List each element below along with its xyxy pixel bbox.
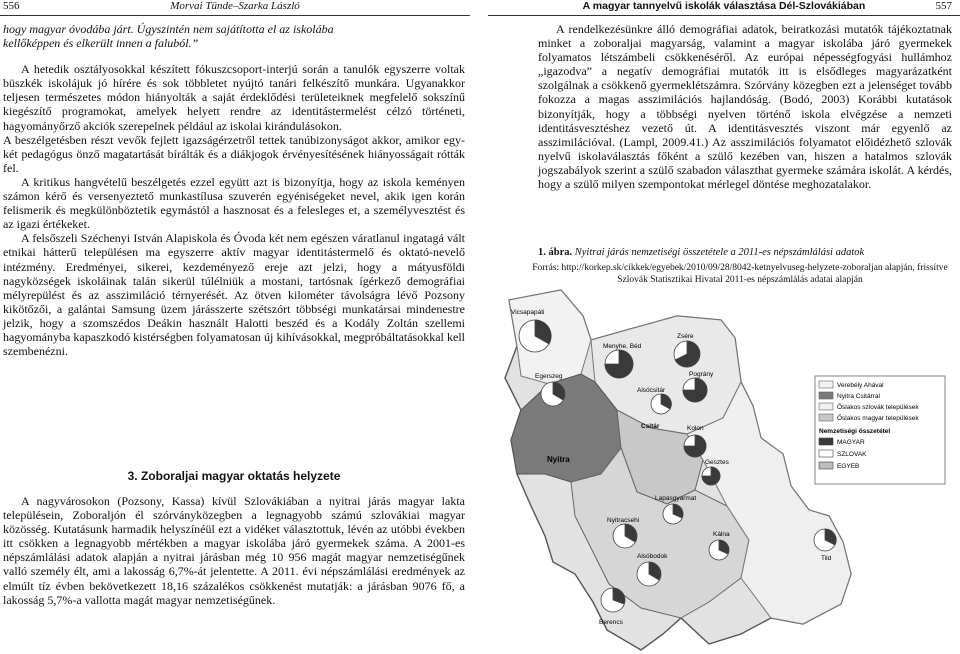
label-menyhe: Menyhe, Béd: [603, 343, 642, 350]
legend-item-verebely: Verebély Ahával: [837, 382, 884, 389]
figure-title: Nyitrai járás nemzetiségi összetétele a 2011-es népszámlálási adatok: [574, 247, 865, 258]
label-gesztes: Gesztes: [705, 459, 729, 466]
label-lapasgyarmat: Lapasgyarmat: [655, 495, 697, 502]
intro-line-1: hogy magyar óvodába járt. Úgyszintén nem sajátította el az iskolába: [3, 22, 334, 36]
legend-swatch-magyar-telepulesek: [819, 414, 833, 421]
left-head-rule: [0, 15, 470, 16]
figure-caption: [538, 246, 952, 259]
legend-swatch-nyitra: [819, 392, 833, 399]
legend-nat-szlovak: SZLOVAK: [837, 451, 867, 458]
paragraph-5: A nagyvárosokon (Pozsony, Kassa) kívül Szlovákiában a nyitrai járás magyar lakta településein, Zoboraljón él szórványközegben a legnagyobb számú szlovákiai magyar közösség. Kutatásunk harmadik helyszínéül ezt a vidéket választottuk, lévén az utóbbi években itt csökken a legnagyobb mértékben a magyar iskolába járó gyermekek száma. A 2001-es népszámlálási adatok alapján a nyitrai járásban még 10 956 magát magyar nemzetiségűnek valló személy élt, ami a lakosság 6,7%-át jelentette. A 2011. évi népszámlálási eredmények az elmúlt tíz évben bekövetkezett 18,16 százalékos csökkenést mutatják: a járásban 9076 fő, a lakosság 5,7%-a vallotta magát magyar nemzetiségűnek.: [3, 494, 465, 607]
right-page-number: 557: [935, 0, 952, 12]
paragraph-1: A hetedik osztályosokkal készített fókuszcsoport-interjú során a tanulók egyszerre voltak büszkék iskolájuk jó hírére és sok többletet nyújtó tanári felkészítő munkára. Ugyanakkor teljesen természetes módon hiányolták a saját érdeklődési területeiknek megfelelő sokszínű kiegészítő programokat, amelyek helyett rendre az identitástermelést célzó történeti, hagyományőrző akciók szerepelnek például az iskolai kirándulásokon.: [3, 62, 465, 133]
left-running-title: Morvai Tünde–Szarka László: [170, 0, 300, 12]
paragraph-2: A beszélgetésben részt vevők fejlett igazságérzetről tettek tanúbizonyságot akkor, amikor egy-két pedagógus önző magatartását bírálták és a diákjogok érvényesítésének hiányosságait rótták fel.: [3, 132, 465, 175]
label-kalna: Kálna: [713, 531, 730, 538]
section-heading: 3. Zoboraljai magyar oktatás helyzete: [127, 469, 341, 483]
legend-swatch-magyar: [819, 438, 833, 445]
legend-item-szlovak-telepulesek: Őslakos szlovák települések: [837, 404, 919, 411]
legend-swatch-szlovak: [819, 450, 833, 457]
label-nyitra: Nyitra: [547, 455, 570, 464]
legend-swatch-egyeb: [819, 462, 833, 469]
left-page-number: 556: [3, 0, 20, 12]
label-csitar: Csitár: [641, 423, 660, 430]
left-page: [0, 0, 470, 654]
right-running-head: [488, 0, 960, 13]
paragraph-3: A kritikus hangvételű beszélgetés ezzel együtt azt is bizonyítja, hogy az iskola keményen számon kérő és versenyeztető munkastílusa szuverén egyéniségeket nevel, akik igen korán felismerik és megkülönböztetik egymástól a hasznosat és a felesleges et, a személyvesztést és az igazi értékeket.: [3, 174, 465, 232]
figure-source: Forrás: http://korkep.sk/cikkek/egyebek/2010/09/28/8042-ketnyelvuseg-helyzete-zoboraljan alapján, frissítve Szlovák Statisztikai Hivatal 2011-es népszámlálás adatai alapján: [532, 263, 948, 285]
right-running-title: A magyar tannyelvű iskolák választása Dél-Szlovákiában: [582, 0, 866, 12]
label-egerszeg: Egerszeg: [535, 373, 563, 380]
right-page: [488, 0, 960, 654]
right-head-rule: [488, 15, 960, 16]
legend-nat-magyar: MAGYAR: [837, 439, 865, 446]
label-tild: Tild: [821, 555, 832, 562]
left-running-head: [0, 0, 470, 13]
label-kolon: Kolon: [687, 425, 704, 432]
right-paragraph-1: A rendelkezésünkre álló demográfiai adatok, beiratkozási mutatók tájékoztatnak minket a zoboraljai magyarság, valamint a magyar iskolába járó gyermekek folyamatos létszámbeli csökkenéséről. Az európai népességfogyási hullámhoz „igazodva” a negatív demográfiai mutatók itt is elsődleges magyarázatként szolgálnak a csökkenő gyermeklétszámra. Szórvány közegben ezt a jelenséget tovább fokozza a magas asszimilációs hajlandóság. (Bodó, 2003) Korábbi kutatások bizonyítják, hogy a többségi nyelven történő iskola elvégzése a nemzeti identitásvesztéshez vezető út. A identitásvesztés viszont már egyenlő az asszimilációval. (Lampl, 2009.41.) Az asszimilációs folyamatot előidézhető szlovák nyelvű iskolaválasztás főként a szülő kezében van, hiszen a hatalmos szlovák jogszabályok szerint a szülő szabadon választhat gyermeke számára iskolát. A kérdés, hogy a szülő milyen szempontokat mérlegel döntése meghozatalakor.: [538, 22, 952, 192]
label-berencs: Berencs: [599, 619, 623, 626]
intro-line-2: kellőképpen és elkerült innen a faluból.”: [3, 36, 199, 51]
label-pograny: Pográny: [689, 371, 714, 378]
label-vicsapapati: Vicsapapáti: [511, 309, 545, 316]
label-alsobodok: Alsóbodok: [637, 553, 668, 560]
district-map: [491, 278, 957, 654]
legend-swatch-verebely: [819, 381, 833, 388]
legend-swatch-szlovak-telepulesek: [819, 403, 833, 410]
figure-number: 1. ábra.: [538, 247, 573, 258]
legend-item-nyitra: Nyitra Csitárral: [837, 393, 880, 400]
paragraph-4: A felsőszeli Széchenyi István Alapiskola és Óvoda két nem egészen váratlanul ingatagá vált etnikai hátterű településen ma egyszerre aktív magyar identitástermelő és oktató-nevelő intézmény. Eredményei, sikerei, kezdeményező ereje azt jelzi, hogy a mátyusföldi nagyközségek iskoláinak talán sikerül túlélniük a mostani, tartósnak ígérkező demográfiai mélyrepülést és az asszimiláció térnyerését. Az ötven kilométer távolságra lévő Pozsony kikötőzői, a galántai Samsung üzem járásszerte szétszórt többségi munkatársai mindenestre jelzik, hogy a szomszédos Deákin használt Halotti beszéd és a Kodály Zoltán szellemi hagyományba kapaszkodó kistérségben folyamatosan új kihívásokkal, megpróbáltatásokkal kell szembenézni.: [3, 231, 465, 359]
label-zsere: Zsére: [677, 333, 694, 340]
legend-nat-egyeb: EGYEB: [837, 463, 860, 470]
map-legend: [815, 376, 945, 484]
label-nyitracsehi: Nyitracsehi: [607, 517, 640, 524]
legend-item-magyar-telepulesek: Őslakos magyar települések: [837, 415, 919, 422]
label-alsocsitar: Alsócsitár: [637, 387, 666, 394]
legend-section-title: Nemzetiségi összetétel: [819, 428, 891, 435]
